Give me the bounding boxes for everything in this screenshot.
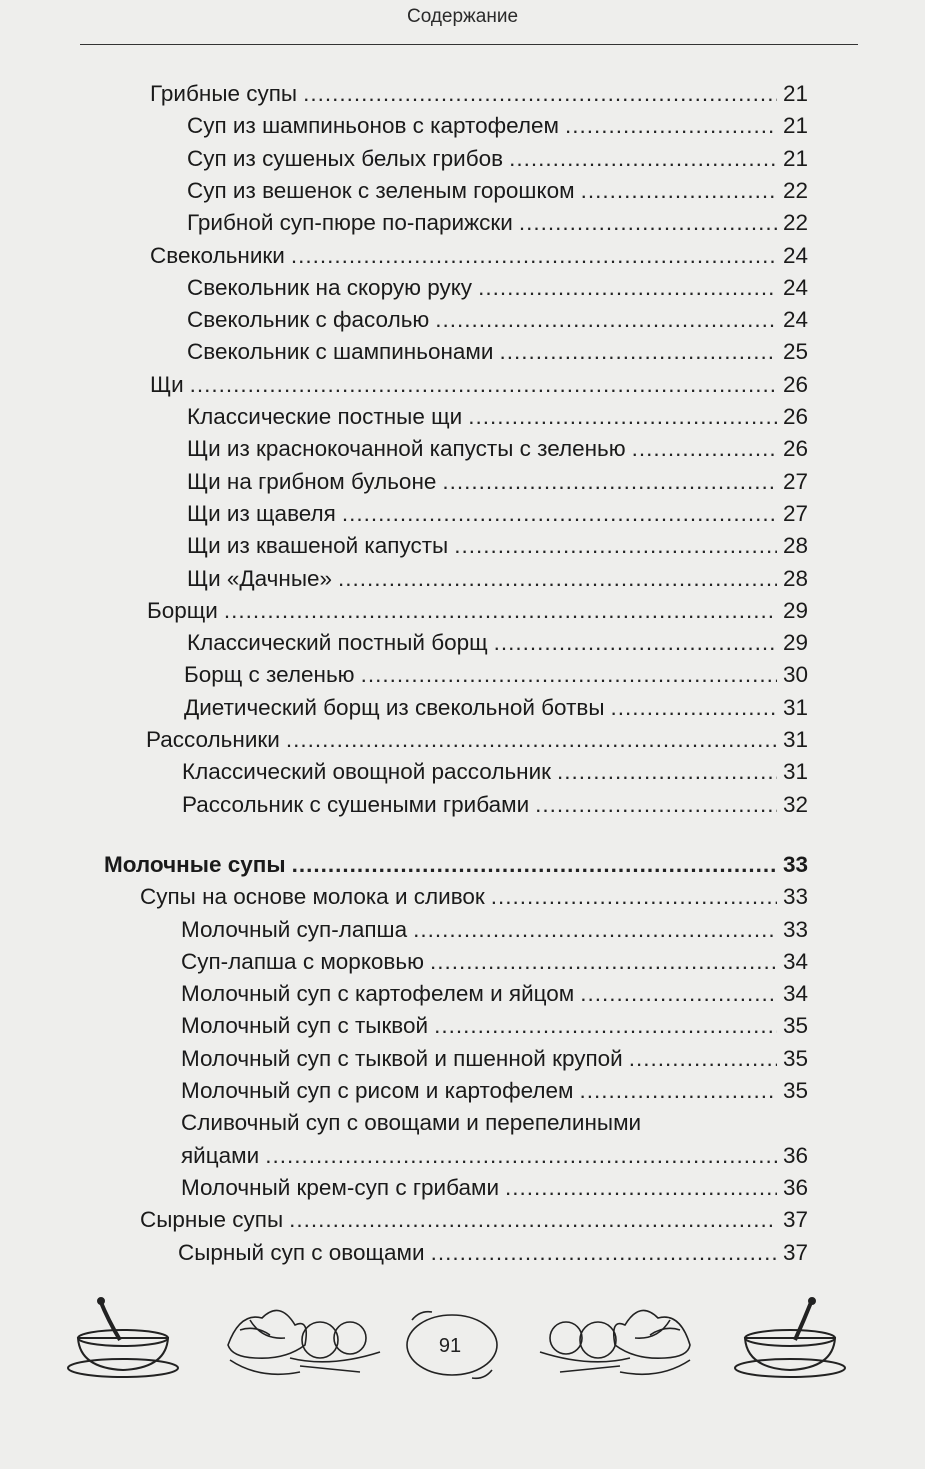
page-number: 91	[438, 1335, 462, 1357]
toc-entry-title: Суп из шампиньонов с картофелем	[187, 113, 559, 139]
dot-leader	[611, 695, 777, 721]
toc-entry	[184, 662, 808, 694]
toc-entry	[181, 1046, 808, 1078]
dot-leader	[478, 275, 777, 301]
toc-entry	[182, 759, 808, 791]
toc-entry-page: 25	[782, 339, 808, 365]
toc-entry	[187, 436, 808, 468]
toc-entry	[150, 243, 808, 275]
dot-leader	[342, 501, 777, 527]
toc-entry-page: 36	[782, 1174, 808, 1200]
soup-bowl-icon	[68, 1298, 178, 1377]
page-header-title: Содержание	[406, 6, 519, 27]
toc-entry-page: 33	[782, 916, 808, 942]
toc-entry-title: Молочные супы	[104, 851, 286, 877]
dot-leader	[519, 210, 777, 236]
toc-entry	[104, 852, 808, 884]
dot-leader	[303, 81, 777, 107]
dot-leader	[442, 469, 777, 495]
toc-entry-title: Суп из вешенок с зеленым горошком	[187, 177, 575, 203]
toc-entry	[187, 533, 808, 565]
toc-entry-page: 21	[782, 81, 808, 106]
toc-entry-title: Классический постный борщ	[187, 630, 488, 656]
toc-entry-title: Диетический борщ из свекольной ботвы	[184, 694, 605, 720]
toc-entry-page: 27	[782, 500, 808, 526]
toc-entry-title: Щи из квашеной капусты	[187, 533, 449, 559]
toc-entry-title: Свекольник на скорую руку	[187, 274, 473, 300]
dot-leader	[580, 981, 777, 1007]
dot-leader	[338, 566, 777, 592]
dot-leader	[289, 1207, 777, 1233]
toc-entry-page: 22	[782, 210, 808, 236]
vegetables-ornament	[228, 1310, 380, 1374]
dot-leader	[265, 1143, 777, 1169]
toc-entry-title: Грибные супы	[150, 81, 298, 106]
dot-leader	[224, 598, 777, 624]
dot-leader	[509, 146, 777, 172]
toc-entry-title: Супы на основе молока и сливок	[140, 884, 485, 910]
dot-leader	[435, 307, 777, 333]
toc-entry	[181, 1175, 808, 1207]
toc-entry	[150, 372, 808, 404]
dot-leader	[557, 759, 777, 785]
toc-entry-title: Суп из сушеных белых грибов	[187, 145, 504, 171]
toc-entry	[187, 630, 808, 662]
toc-entry-title: Молочный суп с тыквой	[181, 1013, 429, 1039]
toc-entry-page: 29	[782, 630, 808, 656]
toc-entry-title: Рассольник с сушеными грибами	[182, 791, 530, 817]
toc-entry-title: Молочный суп с тыквой и пшенной крупой	[181, 1045, 623, 1071]
dot-leader	[361, 662, 777, 688]
toc-entry-page: 24	[782, 242, 808, 268]
toc-entry-page: 35	[782, 1045, 808, 1071]
toc-entry-page: 26	[782, 371, 808, 397]
toc-entry-title: Классический овощной рассольник	[182, 759, 552, 785]
toc-entry	[181, 1110, 808, 1142]
toc-entry-page: 26	[782, 436, 808, 462]
toc-entry-title: Рассольники	[146, 727, 280, 752]
toc-entry	[187, 501, 808, 533]
toc-entry-title: Свекольник с шампиньонами	[187, 339, 494, 365]
toc-entry	[187, 307, 808, 339]
toc-entry-title: Борщи	[147, 597, 218, 623]
toc-entry-title: Молочный суп с картофелем и яйцом	[181, 981, 575, 1007]
toc-entry-page: 31	[782, 694, 808, 720]
toc-entry-title: Грибной суп-пюре по-парижски	[187, 210, 513, 236]
dot-leader	[434, 1013, 777, 1039]
toc-entry	[140, 884, 808, 916]
toc-entry-title: Сырный суп с овощами	[178, 1239, 425, 1265]
toc-entry-title: Молочный суп-лапша	[181, 916, 408, 942]
toc-entry-page: 28	[782, 533, 808, 559]
toc-entry-title: Свекольник с фасолью	[187, 307, 430, 333]
toc-entry-page: 32	[782, 791, 808, 817]
dot-leader	[565, 113, 777, 139]
toc-entry-page: 31	[782, 727, 808, 752]
dot-leader	[491, 884, 777, 910]
dot-leader	[581, 178, 777, 204]
toc-entry-title: Сливочный суп с овощами и перепелиными	[181, 1110, 642, 1136]
toc-entry-page: 33	[782, 851, 808, 877]
toc-entry	[181, 949, 808, 981]
toc-entry-title: Сырные супы	[140, 1207, 284, 1233]
toc-entry-title: Щи из щавеля	[187, 500, 336, 526]
dot-leader	[286, 727, 777, 753]
header-divider	[80, 44, 858, 45]
dot-leader	[431, 1240, 777, 1266]
toc-entry-page: 28	[782, 565, 808, 591]
toc-entry-page: 35	[782, 1013, 808, 1039]
toc-entry-page: 27	[782, 468, 808, 494]
toc-entry-title: Суп-лапша с морковью	[181, 948, 424, 974]
soup-bowl-icon	[735, 1298, 845, 1377]
toc-entry-title: Щи	[150, 371, 184, 397]
toc-entry-title: Борщ с зеленью	[184, 662, 355, 688]
dot-leader	[430, 949, 777, 975]
dot-leader	[505, 1175, 777, 1201]
toc-entry	[181, 1078, 808, 1110]
toc-entry	[150, 81, 808, 113]
toc-entry-title: Щи из краснокочанной капусты с зеленью	[187, 436, 626, 462]
dot-leader	[499, 339, 777, 365]
toc-entry	[187, 275, 808, 307]
toc-entry-page: 37	[782, 1207, 808, 1233]
toc-entry	[187, 469, 808, 501]
toc-entry-page: 21	[782, 145, 808, 171]
toc-entry-page: 26	[782, 404, 808, 429]
toc-entry	[140, 1207, 808, 1239]
toc-entry	[187, 339, 808, 371]
dot-leader	[468, 404, 777, 430]
vegetables-ornament	[540, 1310, 690, 1374]
toc-entry-page: 29	[782, 597, 808, 623]
toc-entry-title: Классические постные щи	[187, 404, 463, 429]
toc-entry-title: Щи «Дачные»	[187, 565, 333, 591]
dot-leader	[629, 1046, 777, 1072]
toc-entry-page: 36	[782, 1142, 808, 1168]
dot-leader	[291, 243, 777, 269]
dot-leader	[454, 533, 777, 559]
toc-entry	[187, 404, 808, 436]
toc-entry	[181, 1143, 808, 1175]
toc-entry-page: 35	[782, 1078, 808, 1103]
toc-entry	[181, 1013, 808, 1045]
toc-entry-page: 33	[782, 884, 808, 910]
dot-leader	[190, 372, 777, 398]
toc-entry-page: 34	[782, 948, 808, 974]
toc-entry-page: 24	[782, 274, 808, 300]
toc-entry	[178, 1240, 808, 1272]
toc-entry	[187, 210, 808, 242]
toc-entry	[146, 727, 808, 759]
toc-entry	[187, 178, 808, 210]
dot-leader	[292, 852, 777, 878]
toc-entry-page: 24	[782, 307, 808, 333]
dot-leader	[413, 917, 777, 943]
dot-leader	[579, 1078, 777, 1104]
dot-leader	[494, 630, 777, 656]
toc-entry	[184, 695, 808, 727]
toc-entry	[181, 917, 808, 949]
dot-leader	[632, 436, 777, 462]
toc-entry-page: 31	[782, 759, 808, 785]
toc-entry-page: 30	[782, 662, 808, 688]
toc-entry	[182, 792, 808, 824]
toc-entry-title: Свекольники	[150, 242, 285, 268]
dot-leader	[535, 792, 777, 818]
toc-entry-title: Молочный суп с рисом и картофелем	[181, 1078, 574, 1103]
toc-entry-page: 21	[782, 113, 808, 139]
toc-entry	[187, 146, 808, 178]
toc-entry-page: 22	[782, 177, 808, 203]
toc-entry-title: Щи на грибном бульоне	[187, 468, 437, 494]
toc-entry	[187, 566, 808, 598]
toc-entry-page: 37	[782, 1239, 808, 1265]
toc-entry	[181, 981, 808, 1013]
toc-entry-page: 34	[782, 981, 808, 1007]
toc-entry	[187, 113, 808, 145]
toc-entry	[147, 598, 808, 630]
toc-entry-title: яйцами	[181, 1142, 260, 1168]
toc-entry-title: Молочный крем-суп с грибами	[181, 1174, 500, 1200]
